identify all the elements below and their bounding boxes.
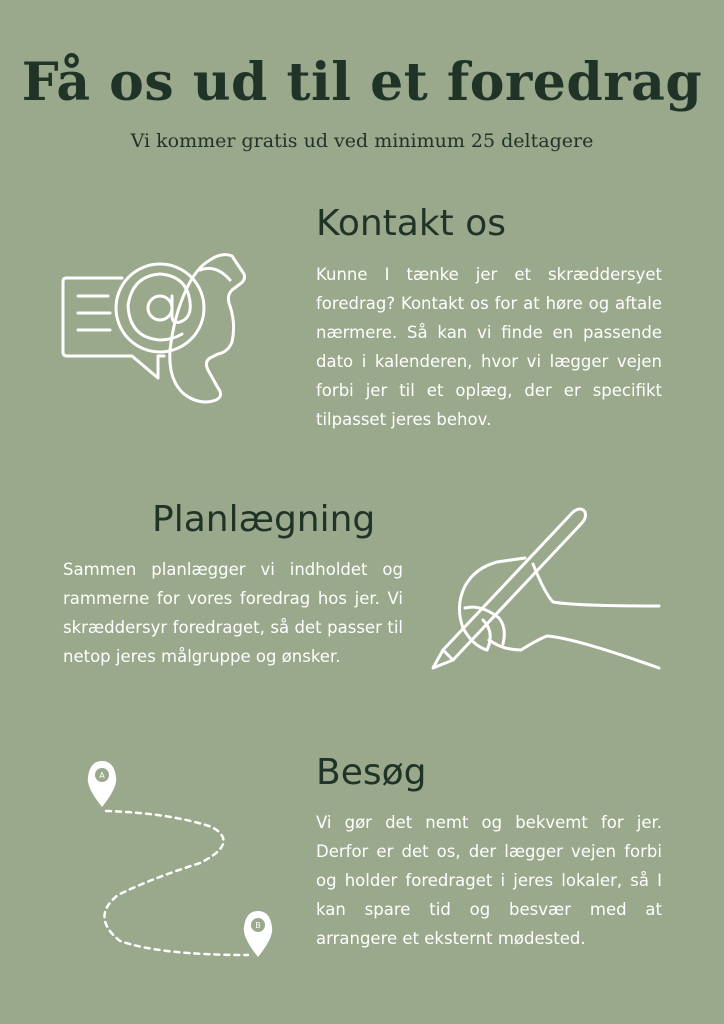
hand-writing-icon <box>425 500 665 680</box>
section-heading-planlaegning: Planlægning <box>152 499 376 540</box>
route-map-icon <box>80 755 290 970</box>
route-start-pin-icon <box>88 761 116 807</box>
section-heading-besog: Besøg <box>316 752 427 793</box>
section-text-besog: Vi gør det nemt og bekvemt for jer. Derfor er det os, der lægger vejen forbi og holder foredraget i jeres lokaler, så I kan spare tid og besvær med at arrangere et eksternt mødested. <box>316 813 662 948</box>
route-end-label: B <box>255 921 261 930</box>
page-title: Få os ud til et foredrag <box>21 52 703 113</box>
page-subtitle: Vi kommer gratis ud ved minimum 25 deltagere <box>130 130 594 152</box>
route-start-label: A <box>99 771 105 780</box>
section-heading-kontakt: Kontakt os <box>316 203 507 244</box>
email-phone-icon <box>60 250 270 410</box>
route-end-pin-icon <box>244 911 272 957</box>
section-text-kontakt: Kunne I tænke jer et skræddersyet foredrag? Kontakt os for at høre og aftale nærmere. Så kan vi finde en passende dato i kalenderen, hvor vi lægger vejen forbi jer til et oplæg, der er specifikt tilpasset jeres behov. <box>316 265 662 429</box>
section-text-planlaegning: Sammen planlægger vi indholdet og rammerne for vores foredrag hos jer. Vi skræddersyr foredraget, så det passer til netop jeres målgruppe og ønsker. <box>63 560 403 666</box>
